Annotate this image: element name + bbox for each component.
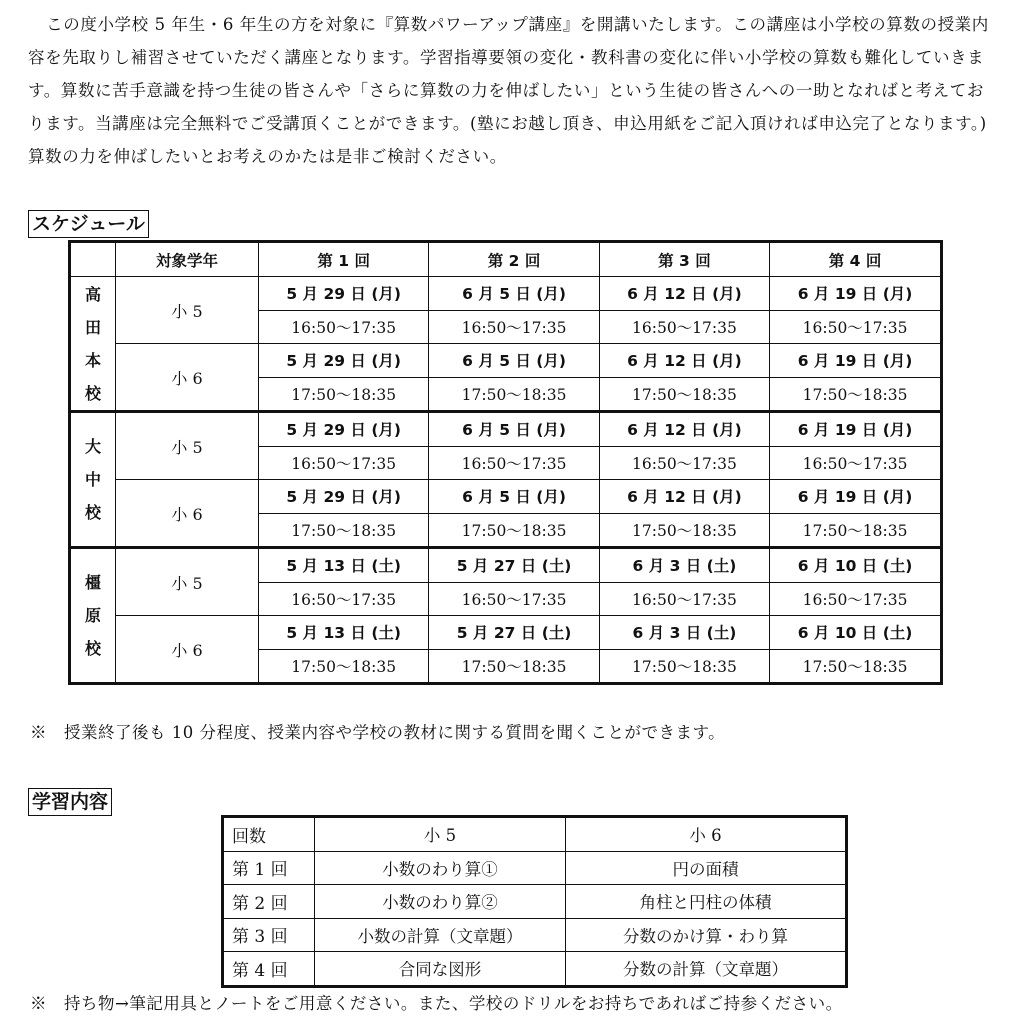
grade-label: 小 5 (116, 548, 259, 616)
session-time: 17:50～18:35 (429, 513, 599, 548)
session-date: 6 月 5 日 (月) (429, 412, 599, 447)
session-time: 17:50～18:35 (429, 649, 599, 684)
header-session-1: 第 1 回 (259, 242, 429, 277)
content-row (223, 851, 847, 885)
grade-label: 小 6 (116, 480, 259, 548)
session-date: 5 月 27 日 (土) (429, 616, 599, 650)
content-grade6-topic: 分数の計算（文章題） (566, 952, 847, 987)
school-name-char: 中 (84, 470, 101, 489)
content-session: 第 1 回 (223, 851, 315, 885)
school-name-char: 橿 (84, 573, 101, 592)
session-time: 17:50～18:35 (599, 513, 769, 548)
content-table (221, 815, 848, 988)
school-name-char: 大 (84, 437, 101, 456)
header-grade: 対象学年 (116, 242, 259, 277)
schedule-heading: スケジュール (28, 210, 149, 238)
schedule-date-row (70, 277, 942, 311)
school-name (70, 412, 116, 548)
intro-paragraph: この度小学校 5 年生・6 年生の方を対象に『算数パワーアップ講座』を開講いたします。この講座は小学校の算数の授業内容を先取りし補習させていただく講座となります。学習指導要領の変化・教科書の変化に伴い小学校の算数も難化していきます。算数に苦手意識を持つ生徒の皆さんや「さらに算数の力を伸ばしたい」という生徒の皆さんへの一助となればと考えております。当講座は完全無料でご受講頂くことができます。(塾にお越し頂き、申込用紙をご記入頂ければ申込完了となります。)算数の力を伸ばしたいとお考えのかたは是非ご検討ください。 (28, 15, 989, 166)
session-date: 6 月 5 日 (月) (429, 480, 599, 514)
grade-label: 小 6 (116, 344, 259, 412)
session-date: 5 月 29 日 (月) (259, 277, 429, 311)
session-time: 16:50～17:35 (770, 582, 942, 616)
school-name-char: 高 (84, 284, 101, 304)
content-row (223, 918, 847, 952)
session-time: 17:50～18:35 (770, 649, 942, 684)
session-time: 16:50～17:35 (599, 582, 769, 616)
content-header-grade5: 小 5 (315, 817, 566, 852)
content-grade5-topic: 小数のわり算① (315, 851, 566, 885)
session-date: 6 月 10 日 (土) (770, 616, 942, 650)
header-session-4: 第 4 回 (770, 242, 942, 277)
session-time: 16:50～17:35 (770, 446, 942, 480)
header-session-3: 第 3 回 (599, 242, 769, 277)
content-session: 第 2 回 (223, 885, 315, 919)
session-date: 6 月 19 日 (月) (770, 412, 942, 447)
session-date: 5 月 13 日 (土) (259, 548, 429, 583)
grade-label: 小 5 (116, 277, 259, 344)
content-session: 第 4 回 (223, 952, 315, 987)
content-row (223, 885, 847, 919)
session-date: 5 月 29 日 (月) (259, 412, 429, 447)
school-name-char: 校 (84, 503, 101, 522)
content-grade6-topic: 円の面積 (566, 851, 847, 885)
session-date: 5 月 29 日 (月) (259, 480, 429, 514)
school-name (70, 548, 116, 684)
session-time: 17:50～18:35 (259, 513, 429, 548)
school-name-char: 本 (84, 350, 101, 370)
content-header-session: 回数 (223, 817, 315, 852)
grade-label: 小 6 (116, 616, 259, 684)
session-time: 17:50～18:35 (770, 513, 942, 548)
session-date: 6 月 19 日 (月) (770, 344, 942, 378)
session-date: 6 月 19 日 (月) (770, 480, 942, 514)
session-time: 17:50～18:35 (599, 649, 769, 684)
session-time: 17:50～18:35 (770, 377, 942, 412)
schedule-date-row (70, 344, 942, 378)
session-date: 6 月 12 日 (月) (599, 277, 769, 311)
schedule-header-row (70, 242, 942, 277)
schedule-date-row (70, 480, 942, 514)
session-date: 6 月 5 日 (月) (429, 344, 599, 378)
session-time: 16:50～17:35 (429, 310, 599, 344)
session-time: 17:50～18:35 (429, 377, 599, 412)
content-grade5-topic: 小数の計算（文章題） (315, 918, 566, 952)
session-time: 16:50～17:35 (770, 310, 942, 344)
session-date: 6 月 12 日 (月) (599, 412, 769, 447)
session-time: 16:50～17:35 (429, 582, 599, 616)
session-time: 16:50～17:35 (599, 446, 769, 480)
grade-label: 小 5 (116, 412, 259, 480)
content-grade5-topic: 小数のわり算② (315, 885, 566, 919)
header-session-2: 第 2 回 (429, 242, 599, 277)
content-heading: 学習内容 (28, 788, 112, 816)
school-name-char: 校 (84, 639, 101, 658)
content-note: ※ 持ち物→筆記用具とノートをご用意ください。また、学校のドリルをお持ちであればご持参ください。 (30, 994, 843, 1013)
session-date: 6 月 10 日 (土) (770, 548, 942, 583)
session-time: 17:50～18:35 (259, 377, 429, 412)
session-date: 6 月 12 日 (月) (599, 344, 769, 378)
school-name-char: 原 (84, 606, 101, 625)
schedule-date-row (70, 412, 942, 447)
content-grade5-topic: 合同な図形 (315, 952, 566, 987)
session-time: 17:50～18:35 (259, 649, 429, 684)
session-date: 5 月 13 日 (土) (259, 616, 429, 650)
session-date: 5 月 27 日 (土) (429, 548, 599, 583)
session-time: 16:50～17:35 (429, 446, 599, 480)
content-grade6-topic: 角柱と円柱の体積 (566, 885, 847, 919)
content-session: 第 3 回 (223, 918, 315, 952)
session-date: 6 月 19 日 (月) (770, 277, 942, 311)
session-time: 16:50～17:35 (259, 310, 429, 344)
school-name (70, 277, 116, 412)
corner-cell (70, 242, 116, 277)
session-date: 6 月 3 日 (土) (599, 616, 769, 650)
school-name-char: 校 (84, 383, 101, 403)
session-time: 16:50～17:35 (599, 310, 769, 344)
content-row (223, 952, 847, 987)
session-date: 5 月 29 日 (月) (259, 344, 429, 378)
schedule-date-row (70, 616, 942, 650)
content-header-row (223, 817, 847, 852)
content-header-grade6: 小 6 (566, 817, 847, 852)
session-date: 6 月 12 日 (月) (599, 480, 769, 514)
school-name-char: 田 (84, 317, 101, 337)
session-date: 6 月 3 日 (土) (599, 548, 769, 583)
schedule-table (68, 240, 943, 685)
schedule-date-row (70, 548, 942, 583)
session-time: 16:50～17:35 (259, 582, 429, 616)
session-date: 6 月 5 日 (月) (429, 277, 599, 311)
session-time: 17:50～18:35 (599, 377, 769, 412)
session-time: 16:50～17:35 (259, 446, 429, 480)
content-grade6-topic: 分数のかけ算・わり算 (566, 918, 847, 952)
schedule-note: ※ 授業終了後も 10 分程度、授業内容や学校の教材に関する質問を聞くことができます。 (30, 723, 726, 742)
